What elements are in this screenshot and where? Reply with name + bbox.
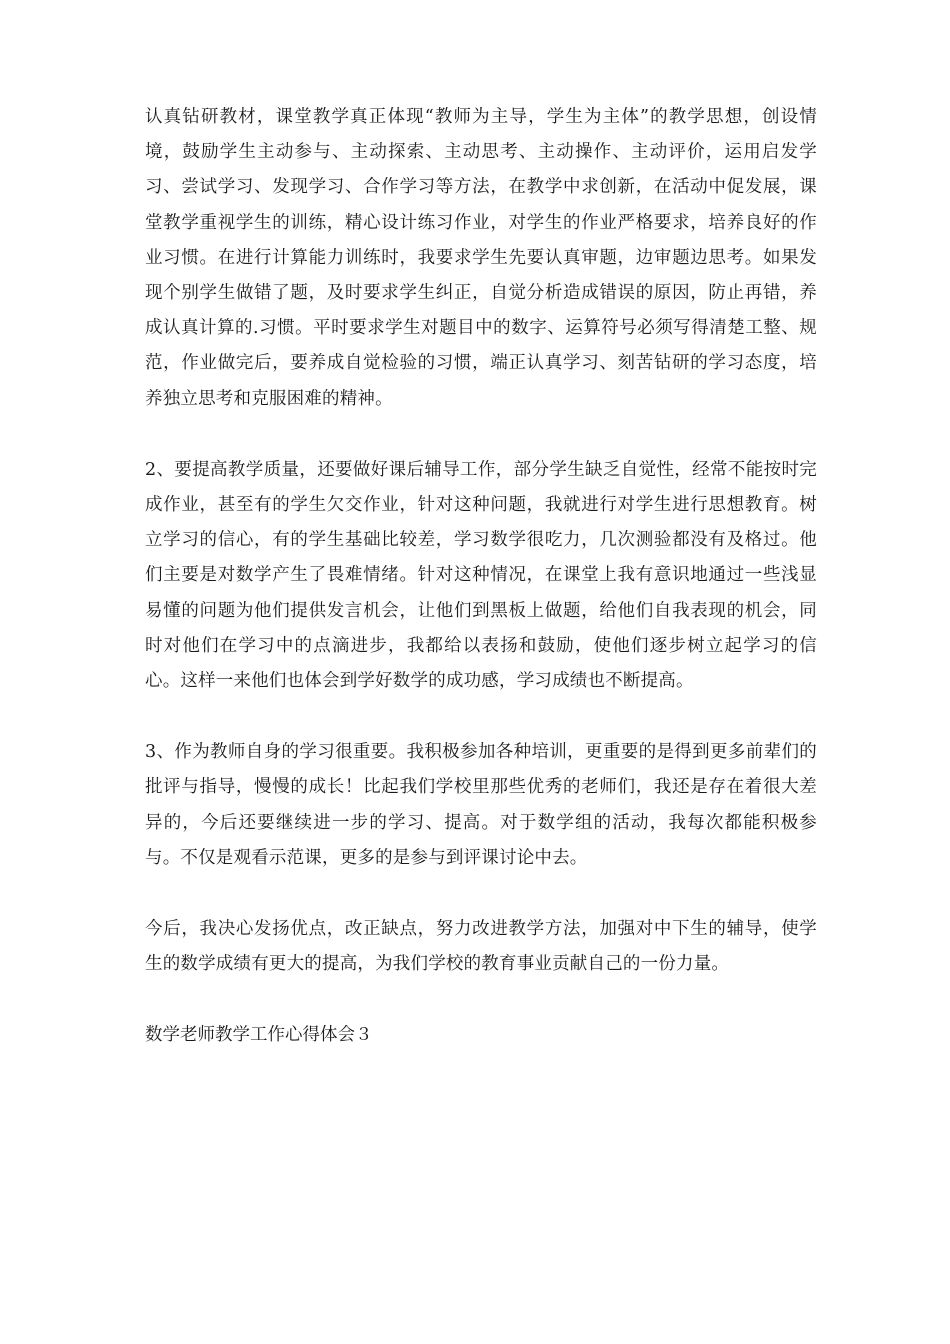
section-heading: 数学老师教学工作心得体会３ bbox=[145, 1025, 373, 1046]
paragraph-3: 3、作为教师自身的学习很重要。我积极参加各种培训，更重要的是得到更多前辈们的批评与指导，慢慢的成长！比起我们学校里那些优秀的老师们，我还是存在着很大差异的，今后还要继续进一步的学习、提高。对于数学组的活动，我每次都能积极参与。不仅是观看示范课，更多的是参与到评课讨论中去。 bbox=[145, 742, 817, 868]
document-body bbox=[145, 100, 817, 1054]
paragraph-4: 今后，我决心发扬优点，改正缺点，努力改进教学方法，加强对中下生的辅导，使学生的数学成绩有更大的提高，为我们学校的教育事业贡献自己的一份力量。 bbox=[145, 919, 817, 975]
paragraph-1: 认真钻研教材，课堂教学真正体现“教师为主导，学生为主体”的教学思想，创设情境，鼓励学生主动参与、主动探索、主动思考、主动操作、主动评价，运用启发学习、尝试学习、发现学习、合作学习等方法，在教学中求创新，在活动中促发展，课堂教学重视学生的训练，精心设计练习作业，对学生的作业严格要求，培养良好的作业习惯。在进行计算能力训练时，我要求学生先要认真审题，边审题边思考。如果发现个别学生做错了题，及时要求学生纠正，自觉分析造成错误的原因，防止再错，养成认真计算的.习惯。平时要求学生对题目中的数字、运算符号必须写得清楚工整、规范，作业做完后，要养成自觉检验的习惯，端正认真学习、刻苦钻研的学习态度，培养独立思考和克服困难的精神。 bbox=[145, 107, 817, 409]
paragraph-2: 2、要提高教学质量，还要做好课后辅导工作，部分学生缺乏自觉性，经常不能按时完成作业，甚至有的学生欠交作业，针对这种问题，我就进行对学生进行思想教育。树立学习的信心，有的学生基础比较差，学习数学很吃力，几次测验都没有及格过。他们主要是对数学产生了畏难情绪。针对这种情况，在课堂上我有意识地通过一些浅显易懂的问题为他们提供发言机会，让他们到黑板上做题，给他们自我表现的机会，同时对他们在学习中的点滴进步，我都给以表扬和鼓励，使他们逐步树立起学习的信心。这样一来他们也体会到学好数学的成功感，学习成绩也不断提高。 bbox=[145, 459, 817, 692]
